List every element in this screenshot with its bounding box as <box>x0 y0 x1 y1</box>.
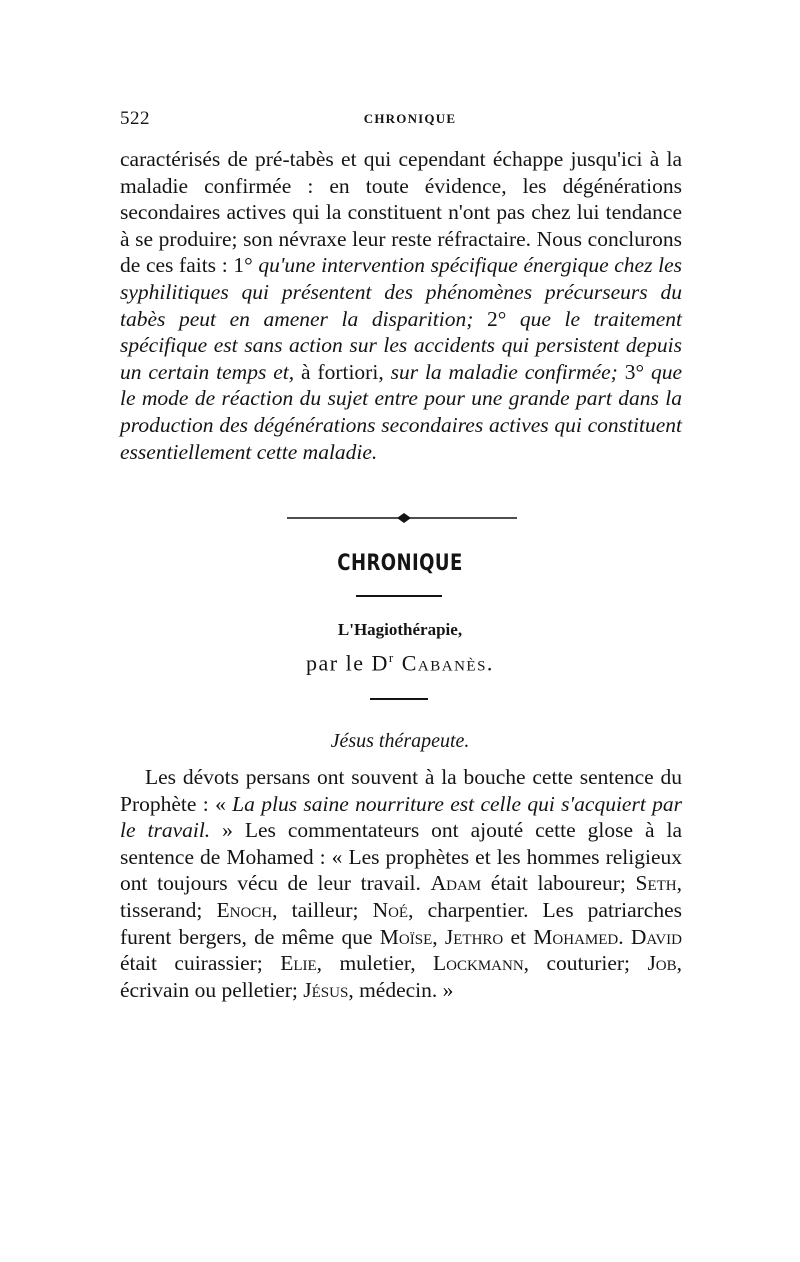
p2-text: , <box>432 924 445 949</box>
byline-prefix: par le D <box>306 650 389 676</box>
article-paragraph <box>120 764 682 1003</box>
p2-text: Les dévots persans ont souvent à la bouche cette sentence du Prophète : « <box>120 765 682 816</box>
section-divider-ornament <box>287 510 517 526</box>
name-mohamed: Mohamed <box>533 924 619 949</box>
p2-text: , médecin. » <box>348 977 454 1002</box>
p2-text: , charpentier. Les patriarches furent bergers, de même que <box>120 897 682 949</box>
p2-text: , tisserand; <box>120 871 683 922</box>
name-noe: Noé <box>372 897 409 922</box>
name-moise: Moïse <box>379 924 433 949</box>
byline-author: Cabanès. <box>401 650 494 676</box>
title-rule <box>356 595 442 597</box>
p1-italic: que le traitement spécifique est sans action sur les accidents qui persistent depuis un certain temps et, <box>120 306 682 384</box>
byline-sup: r <box>388 650 395 665</box>
p1-italic: que le mode de réaction du sujet entre pour une grande part dans la production des dégénérations secondaires actives qui constituent essentiellement cette maladie. <box>120 359 682 464</box>
p1-italic: sur la maladie confirmée; <box>390 359 618 384</box>
name-lockmann: Lockmann <box>433 951 524 976</box>
p2-text: » Les commentateurs ont ajouté cette glose à la sentence de Mohamed : « Les prophètes et les hommes religieux ont toujours vécu de leur travail. <box>120 818 682 896</box>
p2-text: , couturier; <box>523 951 648 976</box>
name-jethro: Jethro <box>444 924 504 949</box>
subsection-title: Jésus thérapeute. <box>330 730 470 752</box>
p1-text: 3° <box>617 359 651 384</box>
p1-italic: qu'une intervention spécifique énergique chez les syphilitiques qui présentent des phénomènes précurseurs du tabès peut en amener la disparition; <box>120 253 682 331</box>
running-title: CHRONIQUE <box>363 111 457 126</box>
p1-text: caractérisés de pré-tabès et qui cependant échappe jusqu'ici à la maladie confirmée : en toute évidence, les dégénérations secondaires actives qui la constituent n'ont pas chez lui tendance à se produire; son névraxe leur reste réfractaire. Nous conclurons de ces faits : 1° <box>120 147 682 278</box>
section-title: CHRONIQUE <box>337 551 463 576</box>
p2-text: , écrivain ou pelletier; <box>120 951 683 1002</box>
name-david: David <box>630 924 682 949</box>
article-title: L'Hagiothérapie, <box>337 620 463 639</box>
byline <box>0 650 800 676</box>
p2-text: et <box>503 924 534 949</box>
p2-italic: La plus saine nourriture est celle qui s'acquiert par le travail. <box>120 791 683 843</box>
p2-text: était cuirassier; <box>120 951 281 976</box>
p2-text: , tailleur; <box>272 897 373 922</box>
p2-text: , muletier, <box>316 951 434 976</box>
name-job: Job <box>647 951 677 976</box>
p1-text: à fortiori, <box>294 359 391 384</box>
p1-text: 2° <box>486 306 520 331</box>
page-number: 522 <box>120 108 150 129</box>
byline-rule <box>370 698 428 700</box>
p2-text: . <box>618 924 631 949</box>
paragraph-continued <box>120 146 682 465</box>
name-adam: Adam <box>430 871 482 896</box>
name-jesus: Jésus <box>303 977 349 1002</box>
name-seth: Seth <box>635 871 677 896</box>
name-elie: Elie <box>280 951 317 976</box>
p2-text: était laboureur; <box>481 871 636 896</box>
name-enoch: Enoch <box>216 897 273 922</box>
